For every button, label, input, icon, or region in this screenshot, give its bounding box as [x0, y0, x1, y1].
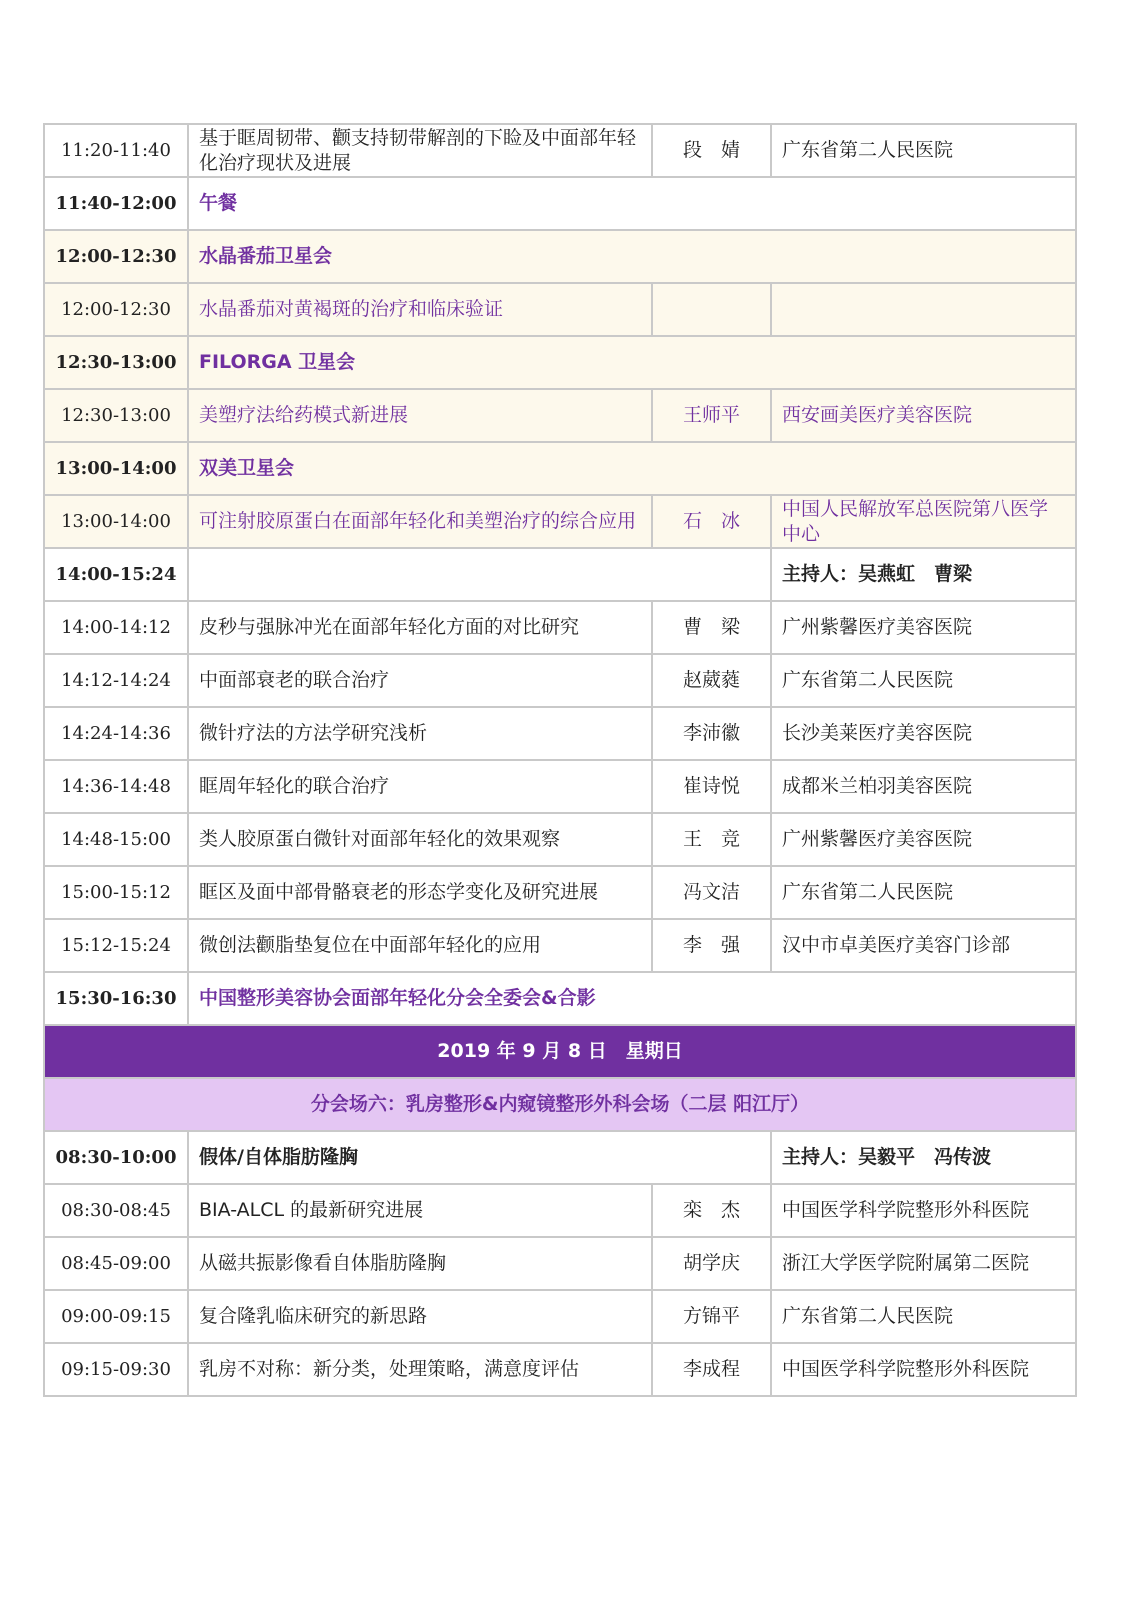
talk-title: 乳房不对称：新分类，处理策略，满意度评估 — [188, 1343, 652, 1396]
speaker-name: 冯文洁 — [652, 866, 771, 919]
date-banner — [44, 1025, 1076, 1078]
speaker-name: 王 竞 — [652, 813, 771, 866]
table-row — [44, 124, 1076, 177]
time-cell: 08:30-10:00 — [44, 1131, 188, 1184]
time-cell: 12:30-13:00 — [44, 336, 188, 389]
institution: 中国人民解放军总医院第八医学中心 — [771, 495, 1076, 548]
speaker-name: 栾 杰 — [652, 1184, 771, 1237]
speaker-name: 曹 梁 — [652, 601, 771, 654]
session-row — [44, 548, 1076, 601]
table-row — [44, 1237, 1076, 1290]
session-title: 水晶番茄卫星会 — [188, 230, 1076, 283]
time-cell: 13:00-14:00 — [44, 442, 188, 495]
institution: 广州紫馨医疗美容医院 — [771, 601, 1076, 654]
venue-banner — [44, 1078, 1076, 1131]
talk-title: 中面部衰老的联合治疗 — [188, 654, 652, 707]
table-row — [44, 813, 1076, 866]
institution: 浙江大学医学院附属第二医院 — [771, 1237, 1076, 1290]
talk-title: 类人胶原蛋白微针对面部年轻化的效果观察 — [188, 813, 652, 866]
institution: 广东省第二人民医院 — [771, 654, 1076, 707]
time-cell: 14:00-15:24 — [44, 548, 188, 601]
time-cell: 14:24-14:36 — [44, 707, 188, 760]
talk-title: 皮秒与强脉冲光在面部年轻化方面的对比研究 — [188, 601, 652, 654]
session-title — [188, 548, 771, 601]
date-banner-text: 2019 年 9 月 8 日 星期日 — [44, 1025, 1076, 1078]
time-cell: 08:30-08:45 — [44, 1184, 188, 1237]
speaker-name: 李 强 — [652, 919, 771, 972]
session-row — [44, 230, 1076, 283]
talk-title: 微创法颧脂垫复位在中面部年轻化的应用 — [188, 919, 652, 972]
time-cell: 13:00-14:00 — [44, 495, 188, 548]
session-row — [44, 336, 1076, 389]
table-row — [44, 601, 1076, 654]
talk-title: 从磁共振影像看自体脂肪隆胸 — [188, 1237, 652, 1290]
institution: 汉中市卓美医疗美容门诊部 — [771, 919, 1076, 972]
institution: 广东省第二人民医院 — [771, 866, 1076, 919]
time-cell: 12:30-13:00 — [44, 389, 188, 442]
session-row — [44, 442, 1076, 495]
time-cell: 11:20-11:40 — [44, 124, 188, 177]
time-cell: 14:48-15:00 — [44, 813, 188, 866]
time-cell: 09:00-09:15 — [44, 1290, 188, 1343]
table-row — [44, 707, 1076, 760]
table-row — [44, 495, 1076, 548]
table-row — [44, 1343, 1076, 1396]
speaker-name: 李成程 — [652, 1343, 771, 1396]
table-row — [44, 866, 1076, 919]
speaker-name: 胡学庆 — [652, 1237, 771, 1290]
session-row — [44, 177, 1076, 230]
time-cell: 14:12-14:24 — [44, 654, 188, 707]
speaker-name: 方锦平 — [652, 1290, 771, 1343]
time-cell: 12:00-12:30 — [44, 283, 188, 336]
table-row — [44, 654, 1076, 707]
session-title: 午餐 — [188, 177, 1076, 230]
speaker-name: 石 冰 — [652, 495, 771, 548]
speaker-name: 崔诗悦 — [652, 760, 771, 813]
time-cell: 14:36-14:48 — [44, 760, 188, 813]
institution: 西安画美医疗美容医院 — [771, 389, 1076, 442]
institution: 长沙美莱医疗美容医院 — [771, 707, 1076, 760]
time-cell: 15:12-15:24 — [44, 919, 188, 972]
session-title: FILORGA 卫星会 — [188, 336, 1076, 389]
talk-title: 微针疗法的方法学研究浅析 — [188, 707, 652, 760]
table-row — [44, 1290, 1076, 1343]
time-cell: 14:00-14:12 — [44, 601, 188, 654]
speaker-name: 王师平 — [652, 389, 771, 442]
talk-title: 眶周年轻化的联合治疗 — [188, 760, 652, 813]
institution — [771, 283, 1076, 336]
institution: 成都米兰柏羽美容医院 — [771, 760, 1076, 813]
schedule-table — [43, 123, 1077, 1397]
talk-title: 眶区及面中部骨骼衰老的形态学变化及研究进展 — [188, 866, 652, 919]
institution: 中国医学科学院整形外科医院 — [771, 1184, 1076, 1237]
session-row — [44, 972, 1076, 1025]
institution: 中国医学科学院整形外科医院 — [771, 1343, 1076, 1396]
table-row — [44, 919, 1076, 972]
institution: 广州紫馨医疗美容医院 — [771, 813, 1076, 866]
time-cell: 15:00-15:12 — [44, 866, 188, 919]
institution: 广东省第二人民医院 — [771, 124, 1076, 177]
table-row — [44, 1184, 1076, 1237]
time-cell: 08:45-09:00 — [44, 1237, 188, 1290]
institution: 广东省第二人民医院 — [771, 1290, 1076, 1343]
session-row — [44, 1131, 1076, 1184]
talk-title: 美塑疗法给药模式新进展 — [188, 389, 652, 442]
venue-banner-text: 分会场六：乳房整形&内窥镜整形外科会场（二层 阳江厅） — [44, 1078, 1076, 1131]
table-row — [44, 389, 1076, 442]
talk-title: 复合隆乳临床研究的新思路 — [188, 1290, 652, 1343]
session-host: 主持人：吴燕虹 曹梁 — [771, 548, 1076, 601]
time-cell: 15:30-16:30 — [44, 972, 188, 1025]
table-row — [44, 760, 1076, 813]
speaker-name: 段 婧 — [652, 124, 771, 177]
talk-title: 可注射胶原蛋白在面部年轻化和美塑治疗的综合应用 — [188, 495, 652, 548]
time-cell: 12:00-12:30 — [44, 230, 188, 283]
session-host: 主持人：吴毅平 冯传波 — [771, 1131, 1076, 1184]
table-row — [44, 283, 1076, 336]
time-cell: 11:40-12:00 — [44, 177, 188, 230]
talk-title: 水晶番茄对黄褐斑的治疗和临床验证 — [188, 283, 652, 336]
session-title: 中国整形美容协会面部年轻化分会全委会&合影 — [188, 972, 1076, 1025]
speaker-name — [652, 283, 771, 336]
speaker-name: 赵葳蕤 — [652, 654, 771, 707]
talk-title: BIA-ALCL 的最新研究进展 — [188, 1184, 652, 1237]
speaker-name: 李沛徽 — [652, 707, 771, 760]
session-title: 假体/自体脂肪隆胸 — [188, 1131, 771, 1184]
session-title: 双美卫星会 — [188, 442, 1076, 495]
time-cell: 09:15-09:30 — [44, 1343, 188, 1396]
talk-title: 基于眶周韧带、颧支持韧带解剖的下睑及中面部年轻化治疗现状及进展 — [188, 124, 652, 177]
